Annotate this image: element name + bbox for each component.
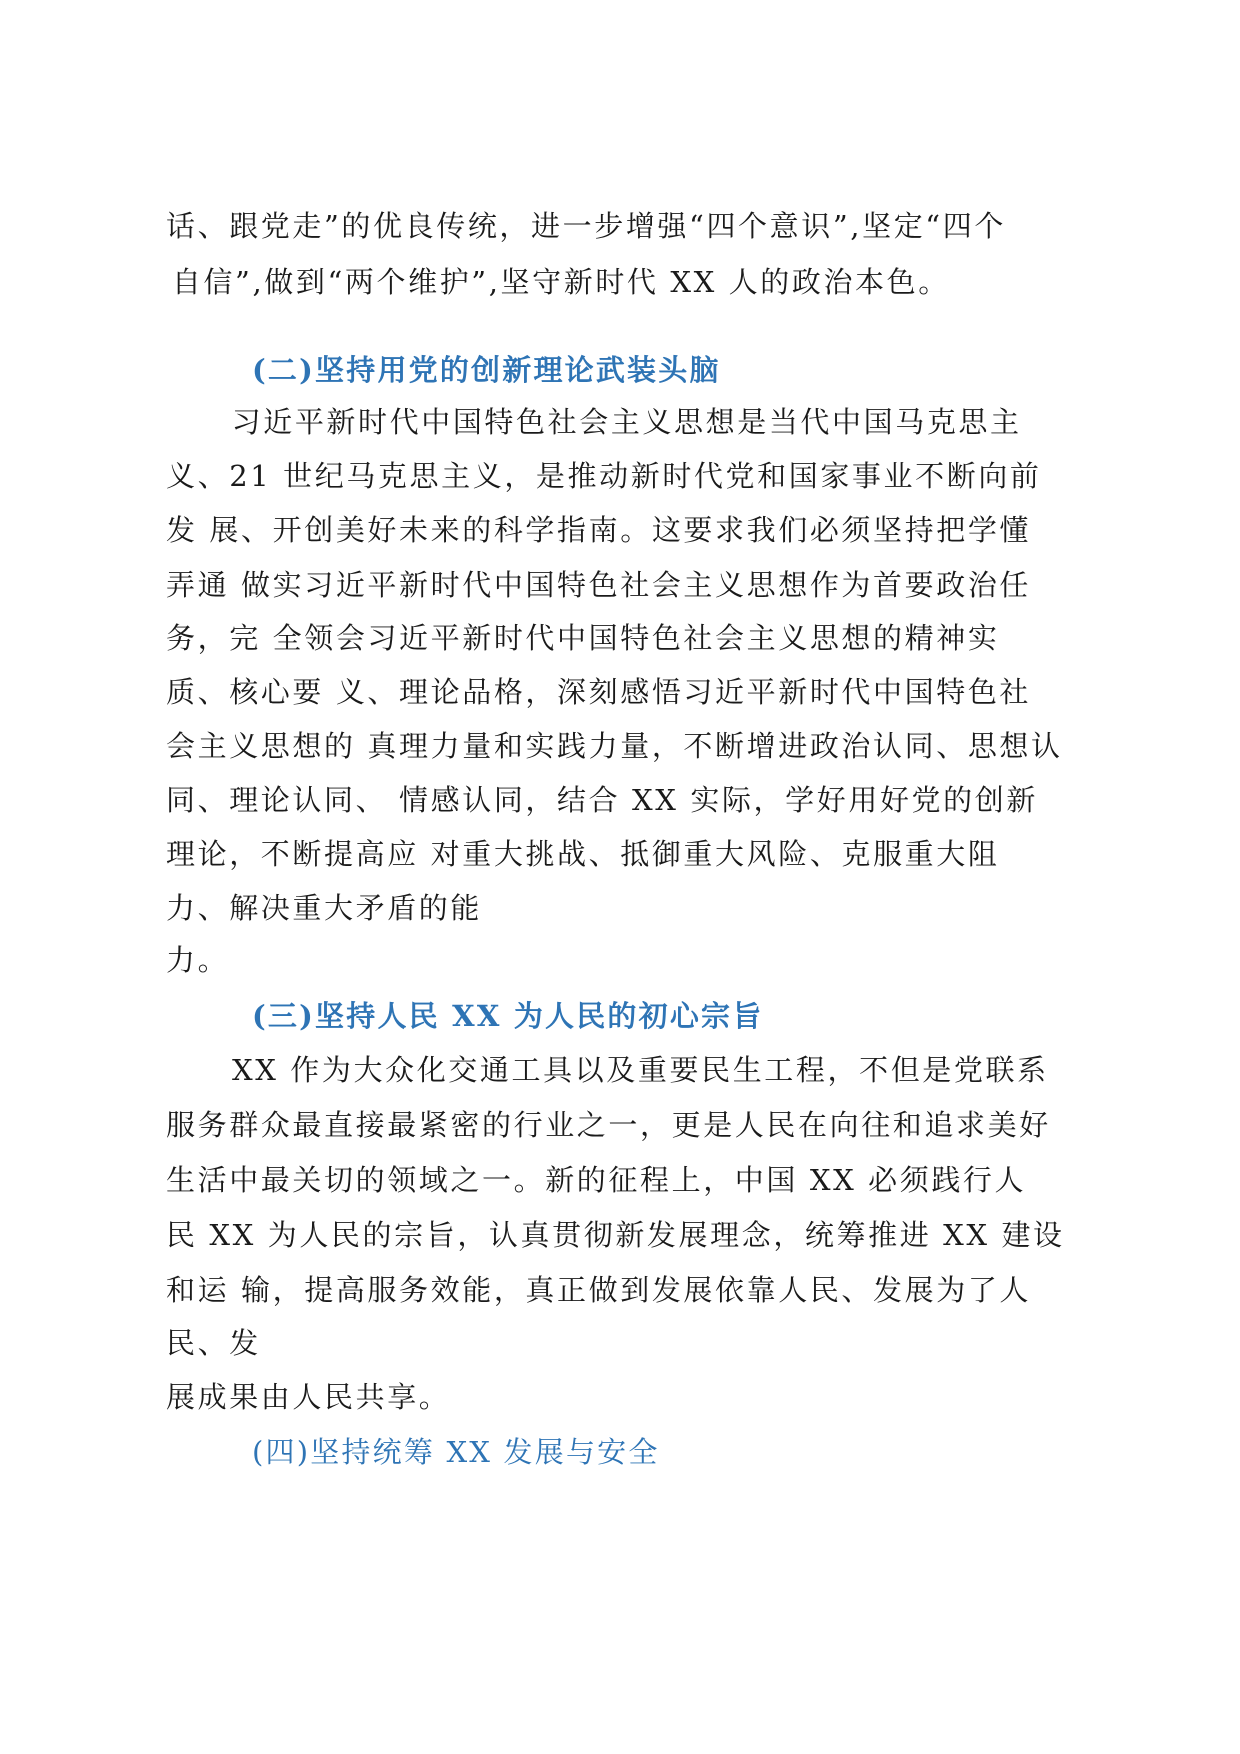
- body-line: 同、理论认同、 情感认同，结合 XX 实际，学好用好党的创新: [166, 783, 1038, 817]
- body-line: 务，完 全领会习近平新时代中国特色社会主义思想的精神实: [166, 621, 1000, 655]
- body-line: 力。: [166, 943, 230, 977]
- body-line: 自信”,做到“两个维护”,坚守新时代 XX 人的政治本色。: [160, 265, 950, 299]
- body-line: 生活中最关切的领域之一。新的征程上，中国 XX 必须践行人: [166, 1163, 1027, 1197]
- body-line: 发 展、开创美好未来的科学指南。这要求我们必须坚持把学懂: [166, 513, 1032, 547]
- body-line: 服务群众最直接最紧密的行业之一，更是人民在向往和追求美好: [166, 1108, 1051, 1142]
- body-line: 话、跟党走”的优良传统，进一步增强“四个意识”,坚定“四个: [166, 209, 1006, 243]
- body-line: 理论，不断提高应 对重大挑战、抵御重大风险、克服重大阻: [166, 837, 1000, 871]
- body-line: 习近平新时代中国特色社会主义思想是当代中国马克思主: [208, 405, 1022, 439]
- body-line: 会主义思想的 真理力量和实践力量，不断增进政治认同、思想认: [166, 729, 1063, 763]
- body-line: 弄通 做实习近平新时代中国特色社会主义思想作为首要政治任: [166, 568, 1032, 602]
- body-line: 力、解决重大矛盾的能: [166, 891, 483, 925]
- body-line: 和运 输，提高服务效能，真正做到发展依靠人民、发展为了人: [166, 1273, 1032, 1307]
- body-line: XX 作为大众化交通工具以及重要民生工程，不但是党联系: [232, 1053, 1049, 1087]
- body-line: 民 XX 为人民的宗旨，认真贯彻新发展理念，统筹推进 XX 建设: [166, 1218, 1065, 1252]
- section-heading-2: (二)坚持用党的创新理论武装头脑: [252, 353, 721, 387]
- body-line: 民、发: [166, 1326, 261, 1360]
- body-line: 义、21 世纪马克思主义，是推动新时代党和国家事业不断向前: [166, 459, 1042, 493]
- body-line: 质、核心要 义、理论品格，深刻感悟习近平新时代中国特色社: [166, 675, 1032, 709]
- body-line: 展成果由人民共享。: [166, 1380, 451, 1414]
- section-heading-4: (四)坚持统筹 XX 发展与安全: [252, 1435, 660, 1469]
- section-heading-3: (三)坚持人民 XX 为人民的初心宗旨: [252, 999, 764, 1033]
